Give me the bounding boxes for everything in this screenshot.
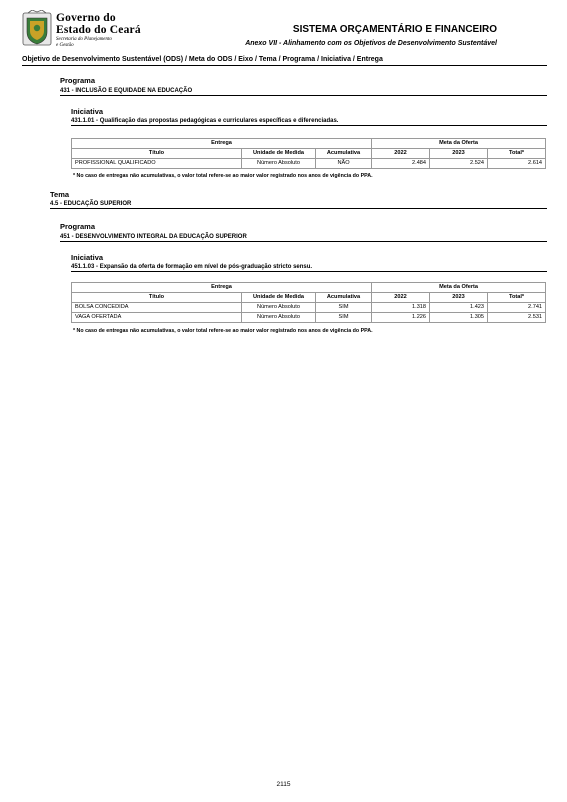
logo-line-secretaria <box>56 37 112 48</box>
cell-2022: 2.484 <box>372 159 430 169</box>
logo-gestao-text: e Gestão <box>56 42 74 48</box>
footnote: * No caso de entregas não acumulativas, o valor total refere-se ao maior valor registrado nos anos de vigência do PPA. <box>73 173 373 179</box>
objective-hierarchy-line: Objetivo de Desenvolvimento Sustentável (ODS) / Meta do ODS / Eixo / Tema / Programa / Iniciativa / Entrega <box>22 56 547 66</box>
table-row <box>72 303 546 313</box>
cell-acumulativa: SIM <box>316 303 372 313</box>
cell-2022: 1.226 <box>372 313 430 323</box>
entregas-table <box>71 282 546 323</box>
coat-of-arms-icon <box>22 10 52 46</box>
iniciativa-heading: Iniciativa <box>71 253 104 262</box>
cell-titulo: BOLSA CONCEDIDA <box>72 303 242 313</box>
col-unidade: Unidade de Medida <box>242 293 316 303</box>
annex-subtitle: Anexo VII - Alinhamento com os Objetivos de Desenvolvimento Sustentável <box>245 40 497 47</box>
cell-2023: 2.524 <box>430 159 488 169</box>
entrega-group-header: Entrega <box>72 139 372 149</box>
col-titulo: Título <box>72 293 242 303</box>
cell-total: 2.614 <box>488 159 546 169</box>
tema-name: 4.5 - EDUCAÇÃO SUPERIOR <box>50 201 547 209</box>
cell-unidade: Número Absoluto <box>242 313 316 323</box>
tema-heading: Tema <box>50 190 70 199</box>
system-title: SISTEMA ORÇAMENTÁRIO E FINANCEIRO <box>292 24 497 35</box>
page-number: 2115 <box>276 781 291 788</box>
col-unidade: Unidade de Medida <box>242 149 316 159</box>
cell-unidade: Número Absoluto <box>242 159 316 169</box>
meta-oferta-group-header: Meta da Oferta <box>372 139 546 149</box>
col-2022: 2022 <box>372 149 430 159</box>
cell-total: 2.741 <box>488 303 546 313</box>
cell-total: 2.531 <box>488 313 546 323</box>
footnote: * No caso de entregas não acumulativas, o valor total refere-se ao maior valor registrado nos anos de vigência do PPA. <box>73 328 373 334</box>
cell-2023: 1.305 <box>430 313 488 323</box>
cell-2022: 1.318 <box>372 303 430 313</box>
ceara-government-logo <box>22 10 162 48</box>
programa-heading: Programa <box>60 222 96 231</box>
cell-acumulativa: SIM <box>316 313 372 323</box>
iniciativa-heading: Iniciativa <box>71 107 104 116</box>
col-2023: 2023 <box>430 293 488 303</box>
iniciativa-name: 431.1.01 - Qualificação das propostas pedagógicas e curriculares específicas e diferenciadas. <box>71 118 547 126</box>
iniciativa-name: 451.1.03 - Expansão da oferta de formação em nível de pós-graduação stricto sensu. <box>71 264 547 272</box>
table-row <box>72 159 546 169</box>
col-titulo: Título <box>72 149 242 159</box>
col-acumulativa: Acumulativa <box>316 149 372 159</box>
meta-oferta-group-header: Meta da Oferta <box>372 283 546 293</box>
programa-heading: Programa <box>60 76 96 85</box>
col-total: Total* <box>488 149 546 159</box>
programa-name: 431 - INCLUSÃO E EQUIDADE NA EDUCAÇÃO <box>60 88 547 96</box>
col-2022: 2022 <box>372 293 430 303</box>
logo-secretaria-text: Secretaria do Planejamento <box>56 37 112 42</box>
col-acumulativa: Acumulativa <box>316 293 372 303</box>
cell-titulo: VAGA OFERTADA <box>72 313 242 323</box>
entregas-table <box>71 138 546 169</box>
col-total: Total* <box>488 293 546 303</box>
cell-acumulativa: NÃO <box>316 159 372 169</box>
col-2023: 2023 <box>430 149 488 159</box>
logo-line-governo: Governo do <box>56 12 116 24</box>
table-row <box>72 313 546 323</box>
entrega-group-header: Entrega <box>72 283 372 293</box>
cell-2023: 1.423 <box>430 303 488 313</box>
logo-line-estado: Estado do Ceará <box>56 24 141 36</box>
programa-name: 451 - DESENVOLVIMENTO INTEGRAL DA EDUCAÇÃO SUPERIOR <box>60 234 547 242</box>
cell-unidade: Número Absoluto <box>242 303 316 313</box>
cell-titulo: PROFISSIONAL QUALIFICADO <box>72 159 242 169</box>
